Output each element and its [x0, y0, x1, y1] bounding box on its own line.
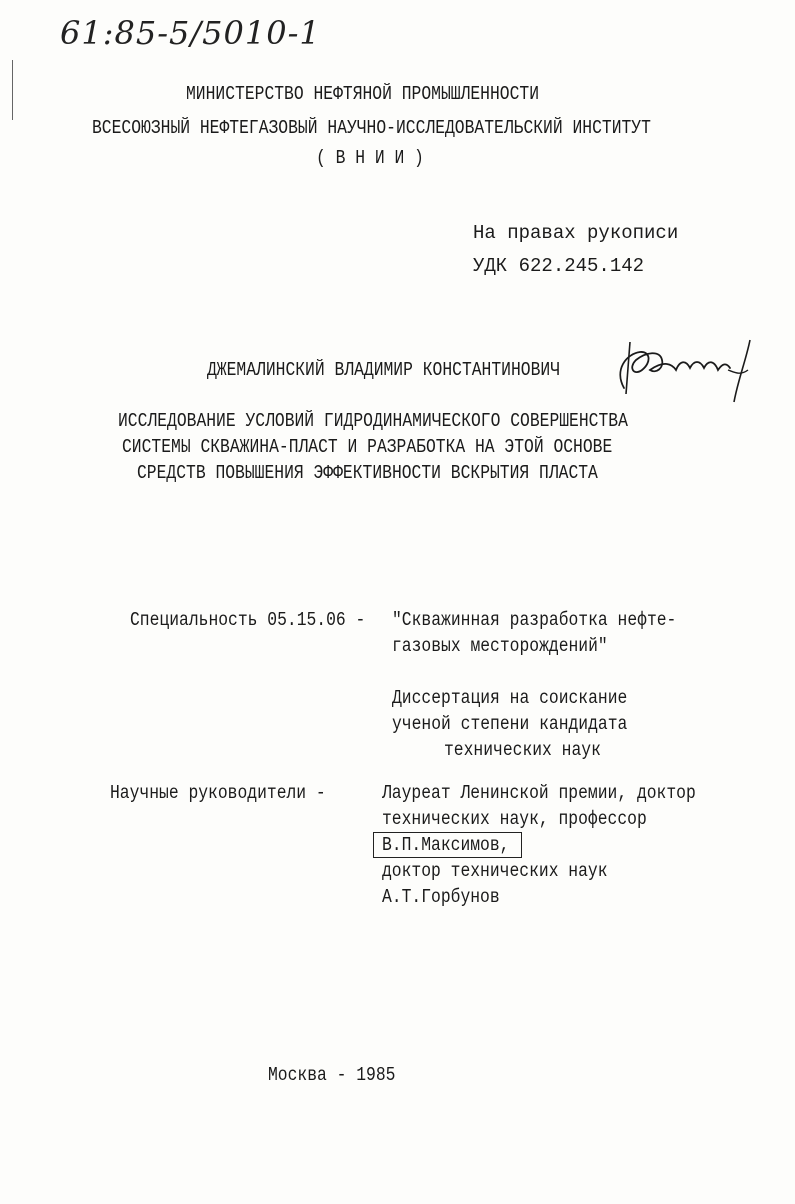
institute-abbr: ( В Н И И ) [316, 147, 424, 169]
rights-note: На правах рукописи [473, 222, 679, 244]
supervisor-line-4: доктор технических наук [382, 860, 608, 882]
author-name: ДЖЕМАЛИНСКИЙ ВЛАДИМИР КОНСТАНТИНОВИЧ [207, 359, 561, 381]
specialty-label: Специальность 05.15.06 - [130, 609, 366, 631]
supervisor-line-5: А.Т.Горбунов [382, 886, 500, 908]
supervisors-label: Научные руководители - [110, 782, 326, 804]
dissertation-line-3: технических наук [444, 739, 601, 761]
udk-code: УДК 622.245.142 [473, 255, 645, 277]
author-signature [610, 330, 760, 405]
title-line-1: ИССЛЕДОВАНИЕ УСЛОВИЙ ГИДРОДИНАМИЧЕСКОГО СОВЕРШЕНСТВА [118, 410, 628, 432]
margin-mark [12, 60, 13, 120]
institute-heading: ВСЕСОЮЗНЫЙ НЕФТЕГАЗОВЫЙ НАУЧНО-ИССЛЕДОВАТЕЛЬСКИЙ ИНСТИТУТ [92, 117, 651, 139]
place-year: Москва - 1985 [268, 1064, 396, 1086]
dissertation-line-2: ученой степени кандидата [392, 713, 628, 735]
title-line-2: СИСТЕМЫ СКВАЖИНА-ПЛАСТ И РАЗРАБОТКА НА ЭТОЙ ОСНОВЕ [122, 436, 613, 458]
specialty-line-1: "Скважинная разработка нефте- [392, 609, 677, 631]
archive-number-handwritten: 61:85-5/5010-1 [60, 14, 321, 52]
dissertation-line-1: Диссертация на соискание [392, 687, 628, 709]
supervisor-line-2: технических наук, профессор [382, 808, 647, 830]
title-line-3: СРЕДСТВ ПОВЫШЕНИЯ ЭФФЕКТИВНОСТИ ВСКРЫТИЯ ПЛАСТА [137, 462, 598, 484]
supervisor-line-3: В.П.Максимов, [382, 834, 510, 856]
supervisor-line-1: Лауреат Ленинской премии, доктор [382, 782, 696, 804]
specialty-line-2: газовых месторождений" [392, 635, 608, 657]
ministry-heading: МИНИСТЕРСТВО НЕФТЯНОЙ ПРОМЫШЛЕННОСТИ [186, 83, 540, 105]
